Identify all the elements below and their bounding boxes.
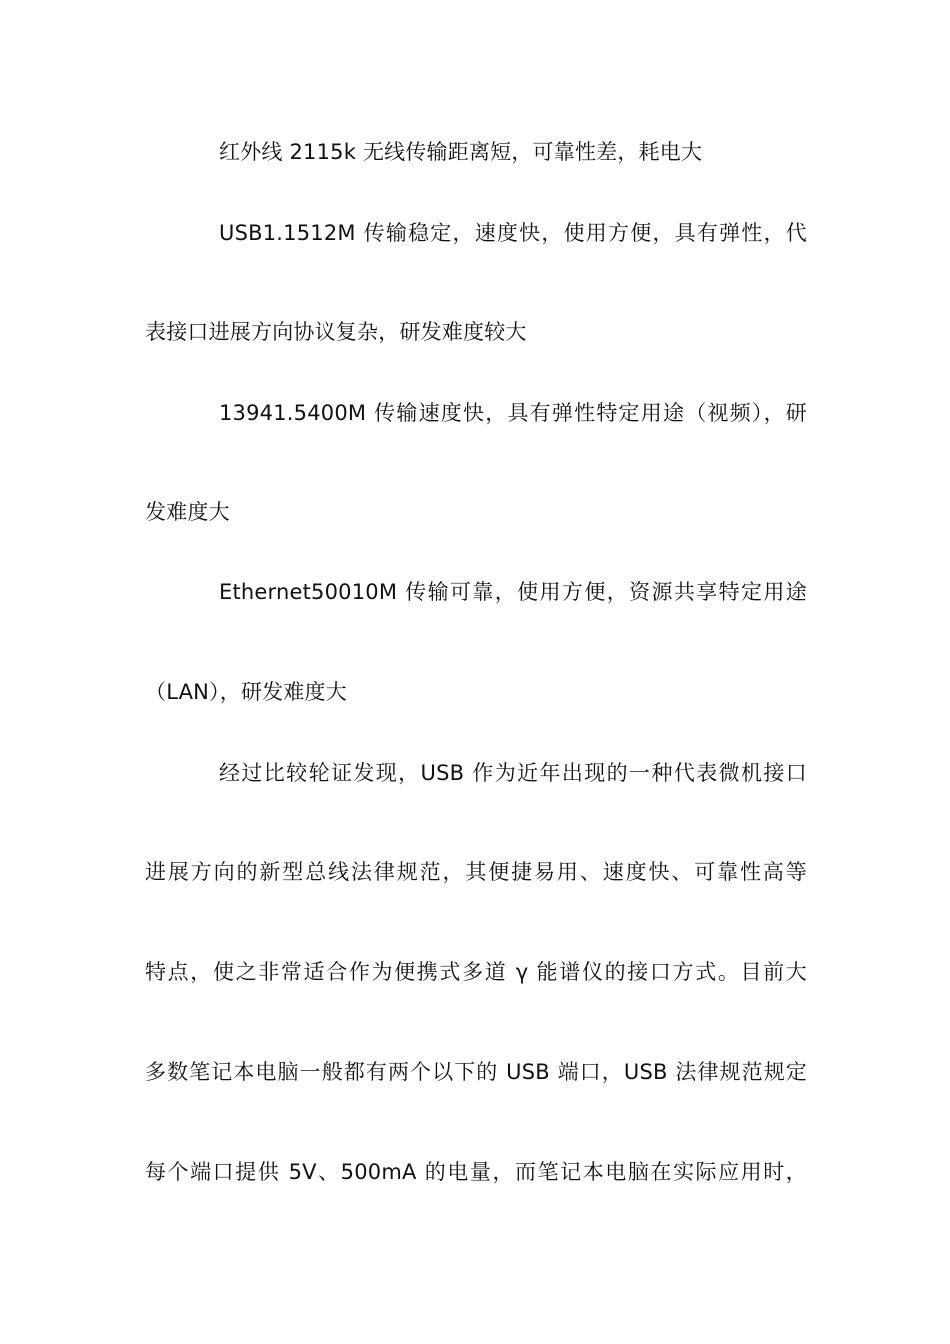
table-row-1394-continued: 发难度大	[145, 500, 230, 524]
table-row-ethernet-continued: （LAN），研发难度大	[145, 680, 347, 704]
paragraph-line: 进展方向的新型总线法律规范，其便捷易用、速度快、可靠性高等	[145, 860, 807, 884]
paragraph-line: 每个端口提供 5V、500mA 的电量，而笔记本电脑在实际应用时，	[145, 1160, 807, 1184]
paragraph-line: 经过比较轮证发现，USB 作为近年出现的一种代表微机接口	[219, 761, 807, 785]
paragraph-line: 多数笔记本电脑一般都有两个以下的 USB 端口，USB 法律规范规定	[145, 1060, 807, 1084]
table-row-ethernet: Ethernet50010M 传输可靠，使用方便，资源共享特定用途	[219, 580, 807, 604]
table-row-infrared: 红外线 2115k 无线传输距离短，可靠性差，耗电大	[219, 140, 703, 164]
paragraph-line: 特点，使之非常适合作为便携式多道 γ 能谱仪的接口方式。目前大	[145, 960, 807, 984]
table-row-usb-continued: 表接口进展方向协议复杂，研发难度较大	[145, 320, 527, 344]
table-row-usb: USB1.1512M 传输稳定，速度快，使用方便，具有弹性，代	[219, 221, 807, 245]
table-row-1394: 13941.5400M 传输速度快，具有弹性特定用途（视频），研	[219, 401, 807, 425]
